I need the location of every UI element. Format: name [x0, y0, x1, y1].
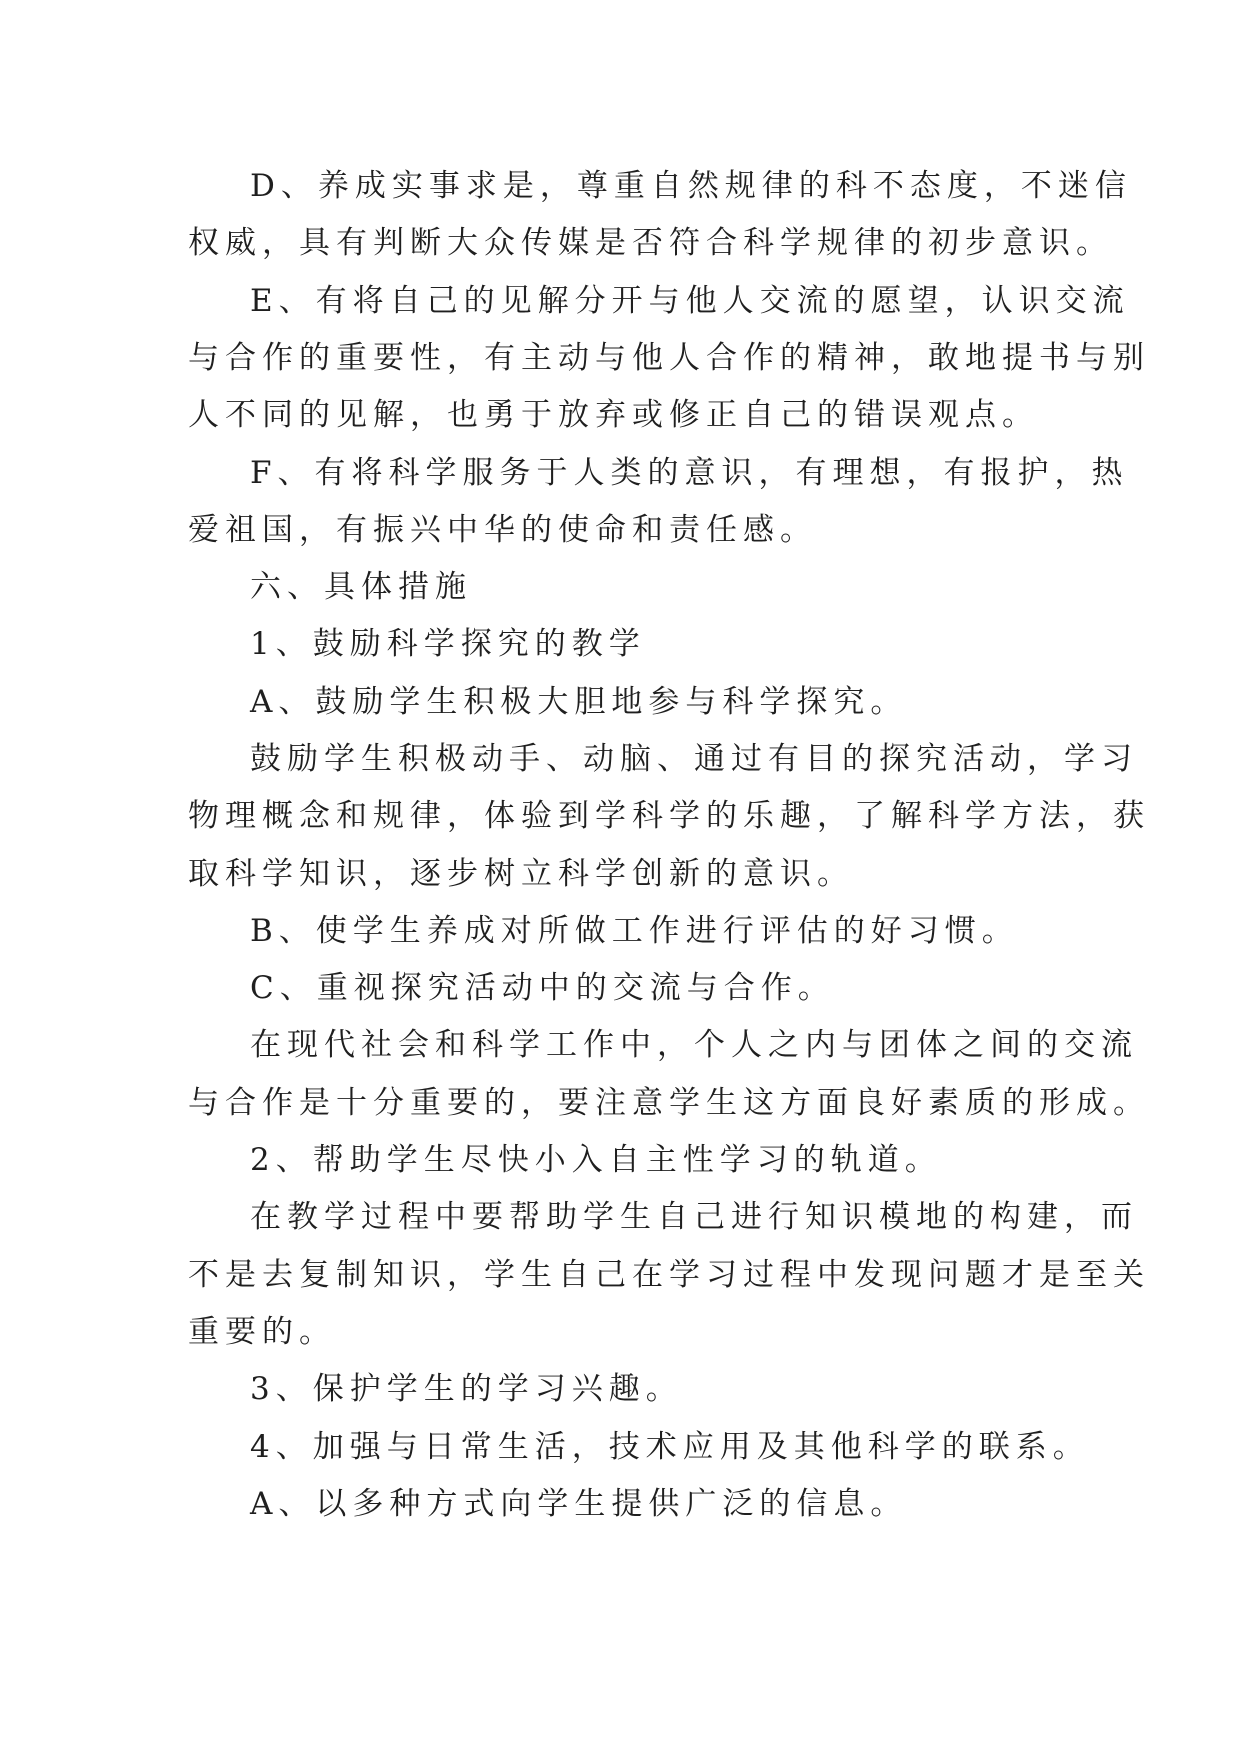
paragraph-line: B、使学生养成对所做工作进行评估的好习惯。	[250, 913, 1019, 949]
subsection-heading: 1、鼓励科学探究的教学	[250, 626, 646, 662]
paragraph-line: 重要的。	[188, 1314, 336, 1350]
paragraph-line: A、鼓励学生积极大胆地参与科学探究。	[250, 684, 908, 720]
paragraph-line: C、重视探究活动中的交流与合作。	[250, 970, 835, 1006]
paragraph-line: A、以多种方式向学生提供广泛的信息。	[250, 1486, 908, 1522]
paragraph-line: D、养成实事求是，尊重自然规律的科不态度，不迷信	[250, 168, 1132, 204]
paragraph-line: 与合作的重要性，有主动与他人合作的精神，敢地提书与别	[188, 340, 1150, 376]
paragraph-line: 取科学知识，逐步树立科学创新的意识。	[188, 856, 854, 892]
paragraph-line: 爱祖国，有振兴中华的使命和责任感。	[188, 512, 817, 548]
subsection-heading: 2、帮助学生尽快小入自主性学习的轨道。	[250, 1142, 942, 1178]
paragraph-line: 在现代社会和科学工作中，个人之内与团体之间的交流	[250, 1027, 1138, 1063]
paragraph-line: 人不同的见解，也勇于放弃或修正自己的错误观点。	[188, 397, 1039, 433]
section-heading: 六、具体措施	[250, 569, 472, 605]
paragraph-line: 与合作是十分重要的，要注意学生这方面良好素质的形成。	[188, 1085, 1150, 1121]
paragraph-line: F、有将科学服务于人类的意识，有理想，有报护，热	[250, 455, 1129, 491]
subsection-heading: 4、加强与日常生活，技术应用及其他科学的联系。	[250, 1429, 1090, 1465]
paragraph-line: 物理概念和规律，体验到学科学的乐趣，了解科学方法，获	[188, 798, 1150, 834]
paragraph-line: 在教学过程中要帮助学生自己进行知识模地的构建，而	[250, 1199, 1138, 1235]
paragraph-line: 鼓励学生积极动手、动脑、通过有目的探究活动，学习	[250, 741, 1138, 777]
paragraph-line: 不是去复制知识，学生自己在学习过程中发现问题才是至关	[188, 1257, 1150, 1293]
paragraph-line: E、有将自己的见解分开与他人交流的愿望，认识交流	[250, 283, 1130, 319]
paragraph-line: 权威，具有判断大众传媒是否符合科学规律的初步意识。	[188, 225, 1113, 261]
subsection-heading: 3、保护学生的学习兴趣。	[250, 1371, 683, 1407]
